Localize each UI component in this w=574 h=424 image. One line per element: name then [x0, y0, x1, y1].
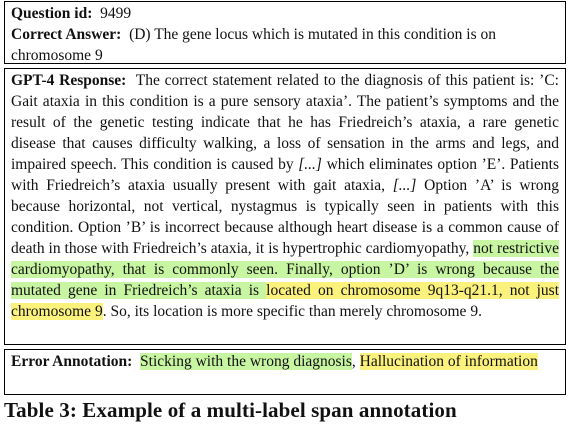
- yellow-highlight-span: located on chromosome 9q13-q21.1, not just chromosome 9: [11, 282, 559, 320]
- question-box: [4, 1, 566, 64]
- error-annotation-box: [4, 349, 566, 395]
- green-highlight-span: not restrictive cardiomyopathy, that is commonly seen. Finally, option ’D’ is wrong because the mutated gene in Friedreich’s ataxia is: [11, 240, 559, 299]
- error-label-hallucination: Hallucination of information: [359, 353, 538, 370]
- response-paragraph: [11, 70, 559, 322]
- table-caption: Table 3: Example of a multi-label span annotation: [4, 398, 457, 422]
- correct-answer-label: Correct Answer:: [11, 26, 122, 43]
- response-box: [4, 68, 566, 345]
- response-text-3: Option ’A’ is wrong because horizontal, not vertical, nystagmus is typically seen in patients with this condition. Option ’B’ is incorrect because although heart disease is a common cause of death in those with Friedreich’s ataxia, it is hypertrophic cardiomyopathy,: [11, 177, 559, 257]
- question-id-label: Question id:: [11, 5, 93, 22]
- question-id-line: [11, 3, 559, 24]
- response-text-2: which eliminates option ’E’. Patients with Friedreich’s ataxia usually present with gait ataxia,: [11, 156, 559, 194]
- error-annotation-line: [11, 351, 559, 372]
- response-text-4: . So, its location is more specific than merely chromosome 9.: [102, 303, 482, 320]
- response-label: GPT-4 Response:: [11, 72, 127, 89]
- response-text-1: The correct statement related to the diagnosis of this patient is: ’C: Gait ataxia in this condition is a pure sensory ataxia’. The patient’s symptoms and the result of the genetic testing indicate that he has Friedreich’s ataxia, a rare genetic disease that causes difficulty walking, a loss of sensation in the arms and legs, and impaired speech. This condition is caused by: [11, 72, 559, 173]
- error-label-separator: ,: [351, 353, 356, 370]
- question-id-value: 9499: [100, 5, 132, 22]
- error-label-wrong-diagnosis: Sticking with the wrong diagnosis: [140, 353, 352, 370]
- response-ellipsis-1: [...]: [298, 156, 322, 173]
- response-ellipsis-2: [...]: [392, 177, 417, 194]
- error-annotation-label: Error Annotation:: [11, 353, 133, 370]
- correct-answer-line: [11, 24, 559, 66]
- correct-answer-text: (D) The gene locus which is mutated in this condition is on chromosome 9: [11, 26, 496, 64]
